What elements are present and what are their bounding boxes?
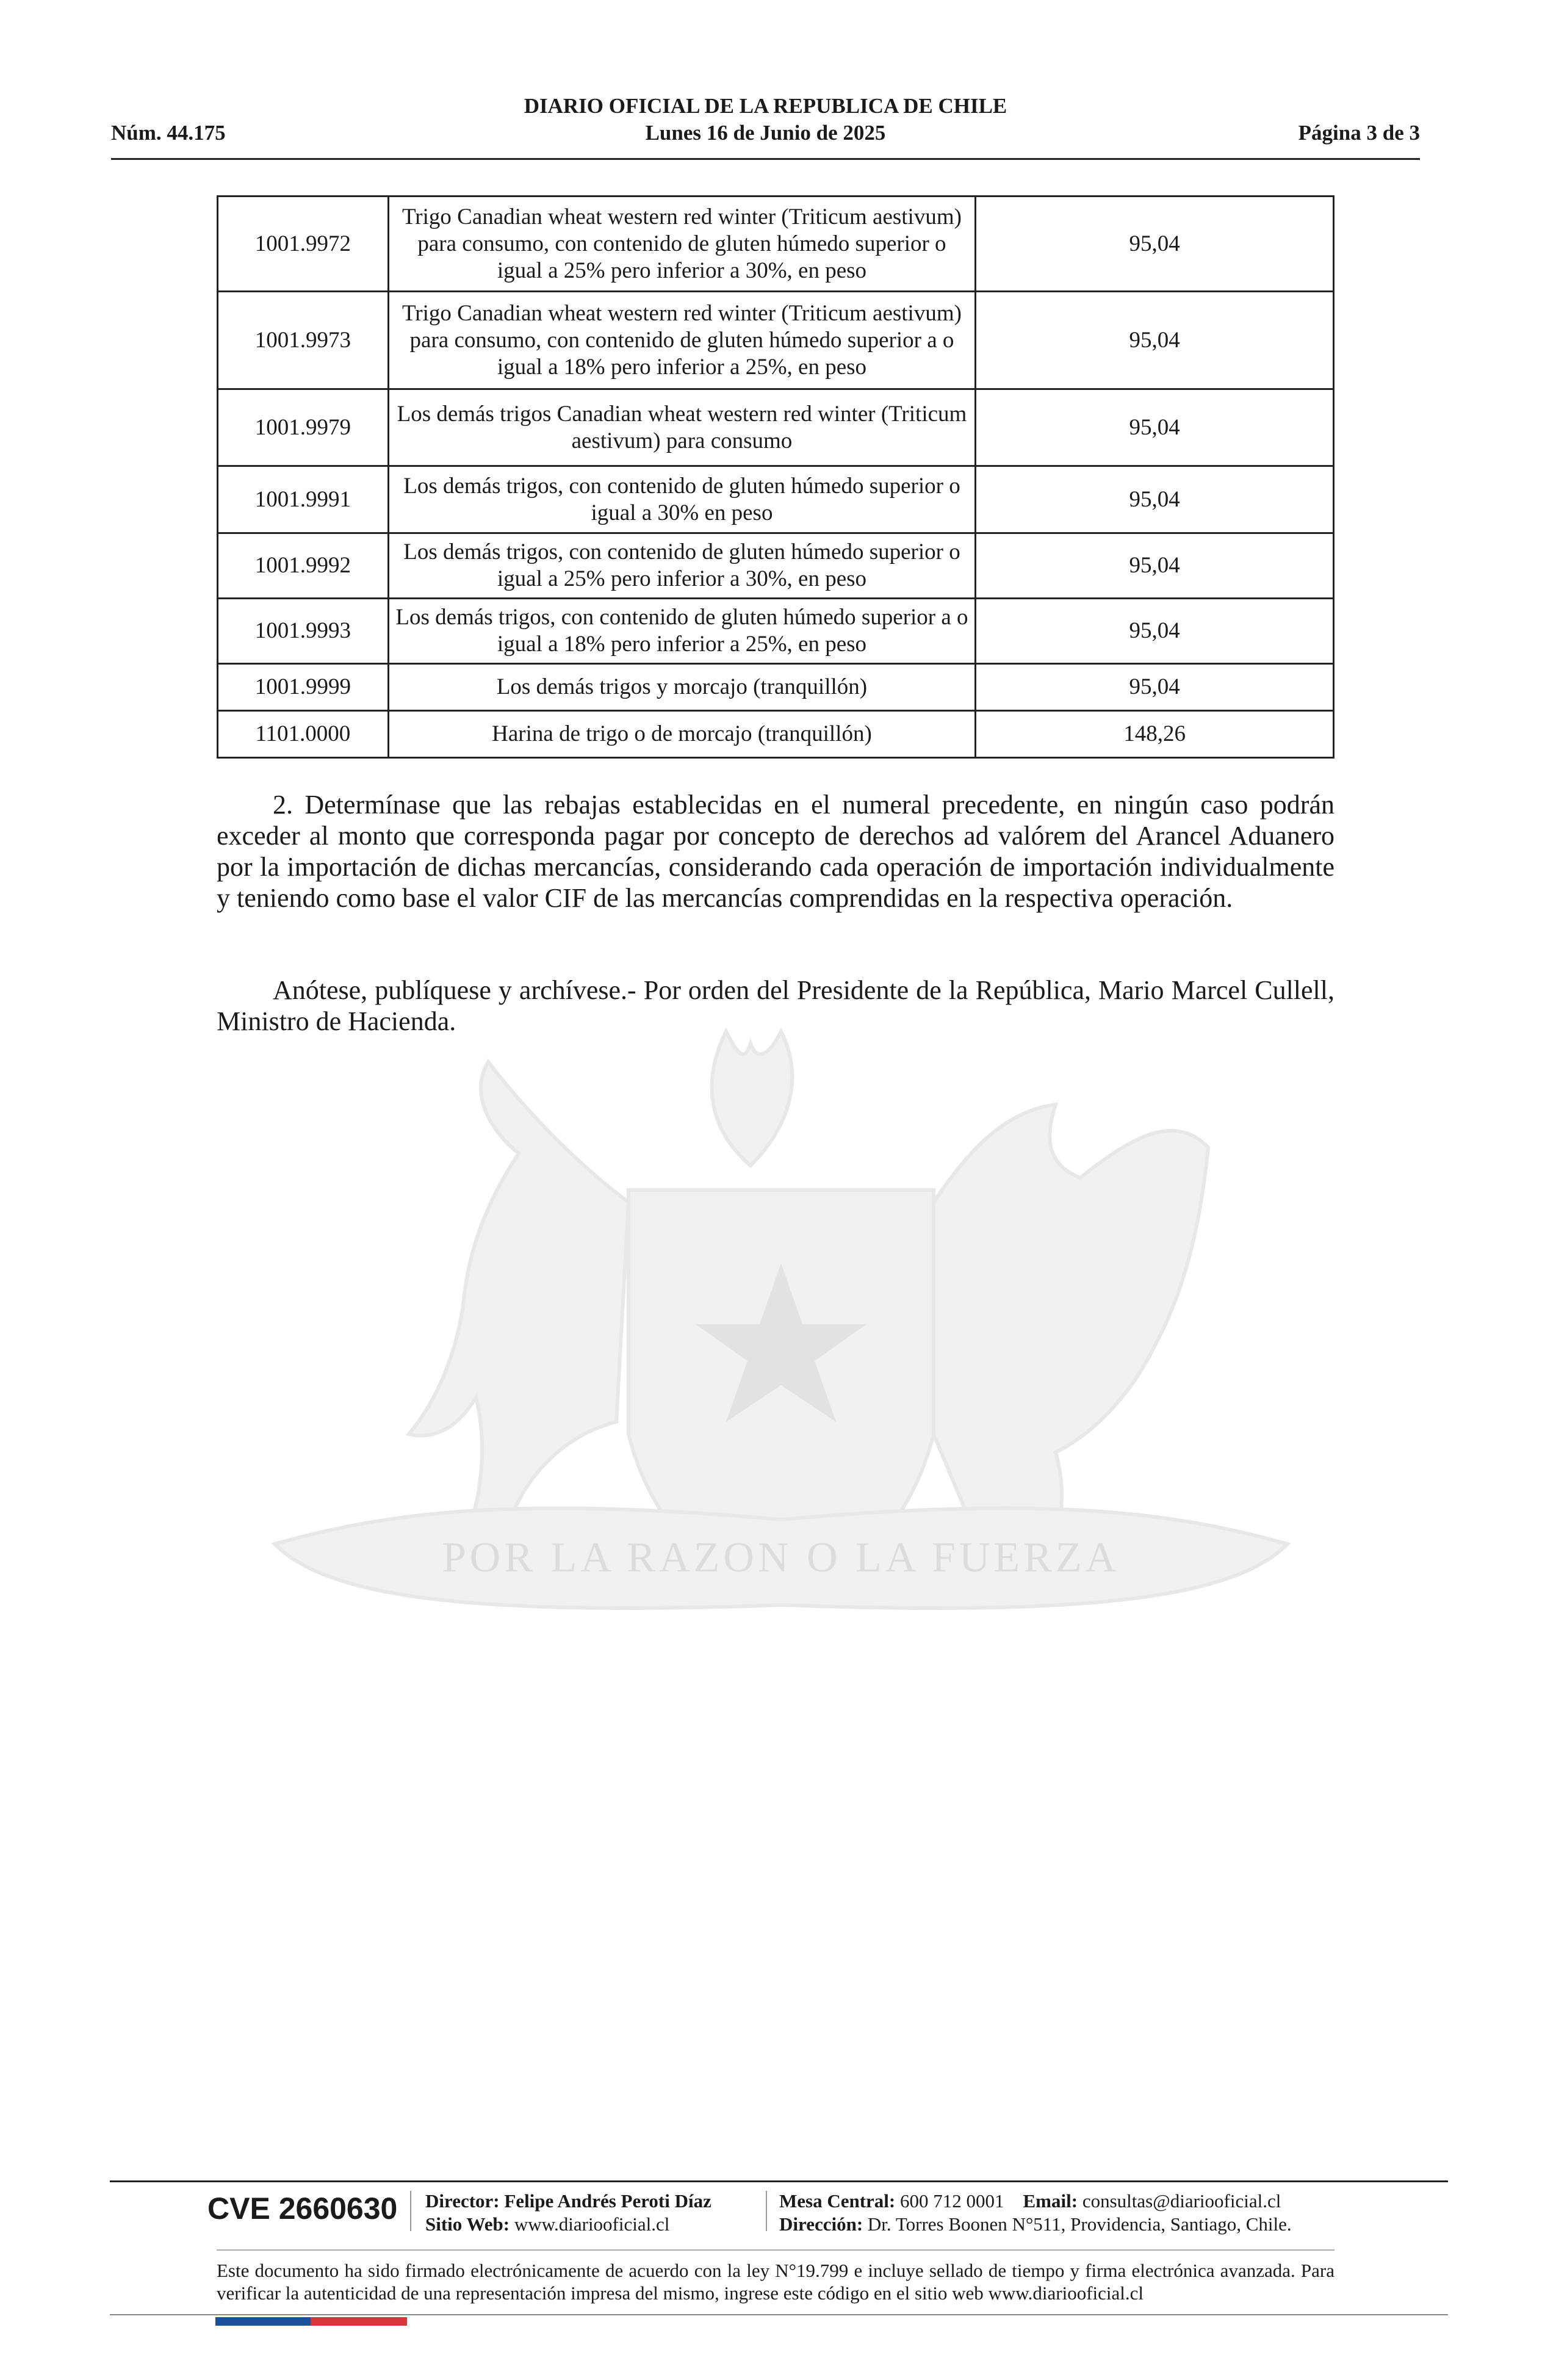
tariff-table <box>217 195 1334 759</box>
tariff-description: Trigo Canadian wheat western red winter (Triticum aestivum) para consumo, con contenido de gluten húmedo superior a o igual a 18% pero inferior a 25%, en peso <box>388 292 976 389</box>
tariff-description: Los demás trigos y morcajo (tranquillón) <box>388 664 976 711</box>
flag-stripe-red <box>311 2317 407 2326</box>
tariff-code: 1001.9973 <box>218 292 389 389</box>
tariff-value: 95,04 <box>976 292 1334 389</box>
footer-bottom-rule <box>110 2314 1448 2315</box>
phone-number: 600 712 0001 <box>900 2190 1004 2212</box>
footer-separator <box>410 2191 411 2231</box>
email-label: Email: <box>1023 2190 1078 2212</box>
tariff-code: 1001.9993 <box>218 599 389 664</box>
table-row <box>218 466 1334 533</box>
tariff-code: 1101.0000 <box>218 711 389 758</box>
footer-divider <box>217 2249 1334 2251</box>
paragraph-numeral-2: 2. Determínase que las rebajas establecidas en el numeral precedente, en ningún caso podrán exceder al monto que corresponda pagar por concepto de derechos ad valórem del Arancel Aduanero por la importación de dichas mercancías, considerando cada operación de importación individualmente y teniendo como base el valor CIF de las mercancías comprendidas en la respectiva operación. <box>217 790 1334 913</box>
tariff-code: 1001.9979 <box>218 389 389 466</box>
flag-stripe-blue <box>215 2317 311 2326</box>
tariff-description: Trigo Canadian wheat western red winter (Triticum aestivum) para consumo, con contenido de gluten húmedo superior o igual a 25% pero inferior a 30%, en peso <box>388 197 976 292</box>
tariff-code: 1001.9972 <box>218 197 389 292</box>
phone-label: Mesa Central: <box>779 2190 896 2212</box>
director-label: Director: <box>425 2190 500 2212</box>
table-row <box>218 389 1334 466</box>
footer-top-rule <box>110 2180 1448 2182</box>
tariff-value: 95,04 <box>976 197 1334 292</box>
tariff-value: 95,04 <box>976 599 1334 664</box>
tariff-code: 1001.9992 <box>218 533 389 599</box>
web-link[interactable]: www.diariooficial.cl <box>514 2213 670 2235</box>
footer-separator <box>766 2191 767 2231</box>
table-row <box>218 197 1334 292</box>
tariff-code: 1001.9999 <box>218 664 389 711</box>
director-name: Felipe Andrés Peroti Díaz <box>504 2190 711 2212</box>
issue-number: Núm. 44.175 <box>111 121 226 145</box>
tariff-description: Los demás trigos, con contenido de gluten húmedo superior a o igual a 18% pero inferior a 25%, en peso <box>388 599 976 664</box>
tariff-description: Los demás trigos, con contenido de gluten húmedo superior o igual a 30% en peso <box>388 466 976 533</box>
table-row <box>218 599 1334 664</box>
table-row <box>218 533 1334 599</box>
cve-code: CVE 2660630 <box>207 2191 398 2226</box>
tariff-value: 95,04 <box>976 533 1334 599</box>
page-indicator: Página 3 de 3 <box>1298 121 1420 145</box>
closing-paragraph: Anótese, publíquese y archívese.- Por orden del Presidente de la República, Mario Marcel Cullell, Ministro de Hacienda. <box>217 975 1334 1036</box>
tariff-value: 95,04 <box>976 466 1334 533</box>
table-row <box>218 292 1334 389</box>
coat-of-arms-watermark <box>201 1007 1361 1678</box>
page-header <box>111 94 1420 160</box>
footer-contact-block <box>779 2190 1292 2236</box>
watermark-motto: POR LA RAZON O LA FUERZA <box>442 1534 1120 1581</box>
address-value: Dr. Torres Boonen N°511, Providencia, Santiago, Chile. <box>867 2213 1292 2235</box>
address-label: Dirección: <box>779 2213 863 2235</box>
tariff-description: Harina de trigo o de morcajo (tranquillón) <box>388 711 976 758</box>
issue-date: Lunes 16 de Junio de 2025 <box>645 121 886 145</box>
table-row <box>218 711 1334 758</box>
tariff-value: 148,26 <box>976 711 1334 758</box>
footer-director-block <box>425 2190 711 2236</box>
tariff-description: Los demás trigos Canadian wheat western red winter (Triticum aestivum) para consumo <box>388 389 976 466</box>
email-link[interactable]: consultas@diariooficial.cl <box>1082 2190 1281 2212</box>
table-row <box>218 664 1334 711</box>
signature-notice: Este documento ha sido firmado electrónicamente de acuerdo con la ley N°19.799 e incluye sellado de tiempo y firma electrónica avanzada. Para verificar la autenticidad de una representación impresa del mismo, ingrese este código en el sitio web www.diariooficial.cl <box>217 2260 1334 2304</box>
tariff-description: Los demás trigos, con contenido de gluten húmedo superior o igual a 25% pero inferior a 30%, en peso <box>388 533 976 599</box>
web-label: Sitio Web: <box>425 2213 510 2235</box>
publication-title: DIARIO OFICIAL DE LA REPUBLICA DE CHILE <box>524 94 1007 118</box>
tariff-value: 95,04 <box>976 389 1334 466</box>
tariff-code: 1001.9991 <box>218 466 389 533</box>
tariff-value: 95,04 <box>976 664 1334 711</box>
